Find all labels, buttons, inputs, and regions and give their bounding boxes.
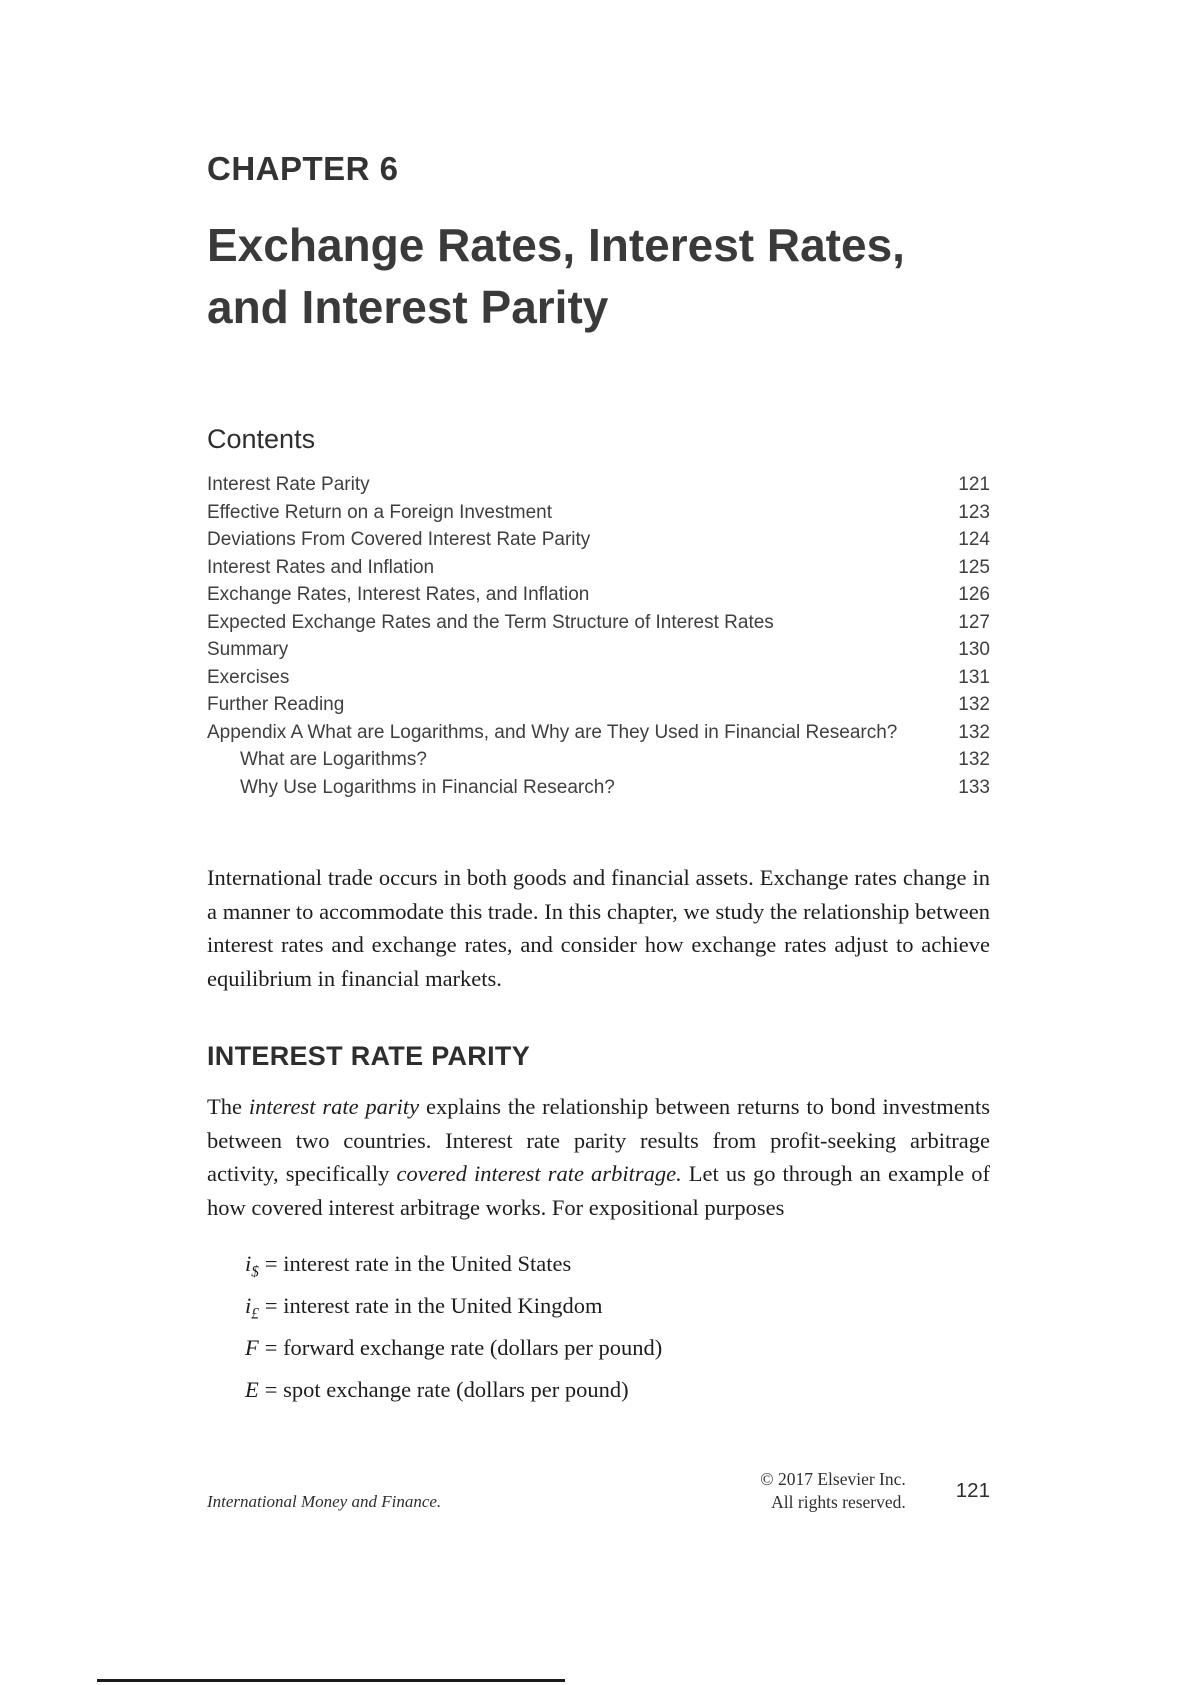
intro-paragraph: International trade occurs in both goods and financial assets. Exchange rates change in a manner to accommodate this trade. In this chapter, we study the relationship between interest rates and exchange rates, and consider how exchange rates adjust to achieve equilibrium in financial markets. bbox=[207, 865, 990, 991]
variable-symbol: $i_£$ bbox=[245, 1292, 259, 1322]
toc-entry bbox=[207, 691, 990, 719]
toc-entry-page: 132 bbox=[958, 694, 990, 715]
toc-entry bbox=[207, 554, 990, 582]
page-bottom-divider bbox=[97, 1679, 565, 1682]
toc-entry-label: Exercises bbox=[207, 666, 290, 688]
section-paragraph bbox=[207, 1090, 990, 1224]
definition-text: = forward exchange rate (dollars per pound) bbox=[264, 1334, 663, 1360]
chapter-title-line1: Exchange Rates, Interest Rates, bbox=[207, 219, 905, 271]
toc-entry-page: 130 bbox=[958, 639, 990, 660]
toc-entry bbox=[207, 499, 990, 527]
toc-entry-label: Deviations From Covered Interest Rate Parity bbox=[207, 529, 591, 550]
paragraph-text: Let us go through an example of how covered interest arbitrage works. For expositional purposes bbox=[207, 1161, 990, 1220]
toc-entry bbox=[207, 719, 990, 747]
toc-entry-page: 124 bbox=[958, 529, 990, 550]
toc-entry-sub bbox=[207, 774, 990, 802]
section-heading: INTEREST RATE PARITY bbox=[207, 1041, 531, 1071]
toc-entry bbox=[207, 664, 990, 692]
toc-entry-label: Interest Rates and Inflation bbox=[207, 556, 435, 578]
toc-entry-page: 125 bbox=[958, 556, 990, 578]
definition-line bbox=[245, 1247, 990, 1289]
toc-entry-page: 132 bbox=[958, 749, 990, 770]
toc-entry-label: Why Use Logarithms in Financial Research? bbox=[240, 776, 615, 798]
toc-entry-label: Interest Rate Parity bbox=[207, 474, 370, 495]
toc-entry-label: Expected Exchange Rates and the Term Structure of Interest Rates bbox=[207, 611, 774, 633]
italic-term: covered interest rate arbitrage. bbox=[396, 1161, 682, 1186]
definition-line bbox=[245, 1373, 990, 1415]
definition-line bbox=[245, 1331, 990, 1373]
paragraph-text: explains the relationship between returns to bond investments between two countries. Interest rate parity results from profit-seeking arbitrage activity, specifically bbox=[207, 1094, 990, 1186]
footer-book-title: International Money and Finance. bbox=[207, 1492, 442, 1511]
toc-entry bbox=[207, 581, 990, 609]
chapter-title bbox=[207, 214, 990, 338]
toc-entry-page: 126 bbox=[958, 584, 990, 605]
toc-entry-page: 127 bbox=[958, 611, 990, 633]
page-content bbox=[207, 0, 990, 1415]
table-of-contents bbox=[207, 471, 990, 801]
toc-entry-label: What are Logarithms? bbox=[240, 749, 427, 770]
variable-symbol: E bbox=[245, 1376, 259, 1402]
definition-text: = interest rate in the United States bbox=[264, 1250, 572, 1276]
toc-entry-page: 133 bbox=[958, 776, 990, 798]
footer-copyright bbox=[760, 1468, 905, 1514]
variable-symbol: $i_{\$}$ bbox=[245, 1250, 259, 1280]
variable-symbol: F bbox=[245, 1334, 259, 1360]
toc-entry-page: 131 bbox=[958, 666, 990, 688]
toc-entry-label: Further Reading bbox=[207, 694, 345, 715]
definition-line bbox=[245, 1289, 990, 1331]
definition-text: = interest rate in the United Kingdom bbox=[264, 1292, 603, 1318]
toc-entry-label: Appendix A What are Logarithms, and Why are They Used in Financial Research? bbox=[207, 721, 898, 743]
toc-entry bbox=[207, 609, 990, 637]
footer-copyright-line2: All rights reserved. bbox=[771, 1492, 906, 1512]
paragraph-text: The bbox=[207, 1094, 249, 1119]
italic-term: interest rate parity bbox=[248, 1094, 420, 1119]
variable-definitions bbox=[245, 1247, 990, 1415]
toc-entry-page: 132 bbox=[958, 721, 990, 743]
toc-entry-label: Effective Return on a Foreign Investment bbox=[207, 501, 552, 523]
toc-entry bbox=[207, 636, 990, 664]
toc-entry-page: 123 bbox=[958, 501, 990, 523]
toc-entry bbox=[207, 471, 990, 499]
definition-text: = spot exchange rate (dollars per pound) bbox=[264, 1376, 629, 1402]
page-footer bbox=[207, 1468, 990, 1514]
toc-entry-page: 121 bbox=[958, 474, 990, 495]
footer-page-number: 121 bbox=[955, 1479, 990, 1502]
contents-heading: Contents bbox=[207, 424, 316, 454]
chapter-title-line2: and Interest Parity bbox=[207, 281, 609, 333]
toc-entry-label: Exchange Rates, Interest Rates, and Inflation bbox=[207, 584, 590, 605]
footer-copyright-line1: © 2017 Elsevier Inc. bbox=[760, 1469, 906, 1489]
toc-entry-label: Summary bbox=[207, 639, 289, 660]
toc-entry-sub bbox=[207, 746, 990, 774]
toc-entry bbox=[207, 526, 990, 554]
chapter-label: CHAPTER 6 bbox=[207, 150, 399, 187]
